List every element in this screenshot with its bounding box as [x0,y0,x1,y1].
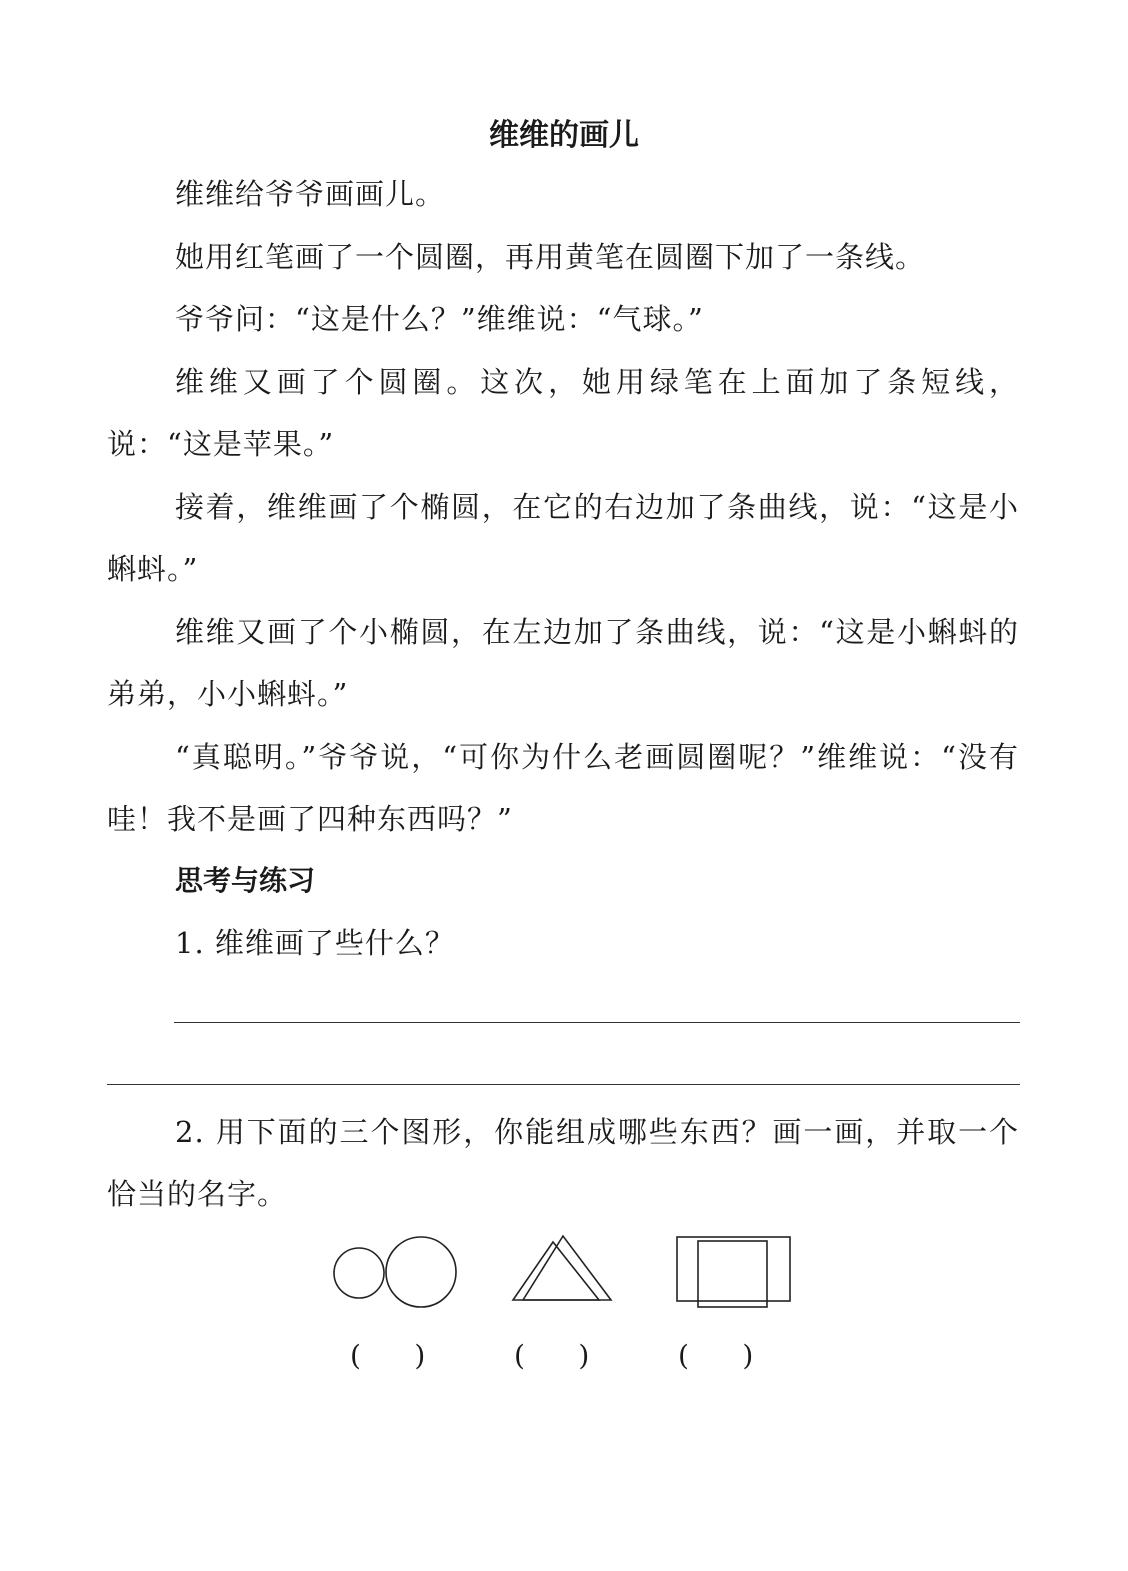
answer-line[interactable] [174,1022,1020,1023]
shape-figures [0,1228,1128,1328]
answer-blank[interactable]: ( ) [678,1339,754,1372]
page-title: 维维的画儿 [489,118,639,153]
exercise-heading: 思考与练习 [175,864,316,897]
story-paragraph: 维维又画了个小椭圆，在左边加了条曲线，说：“这是小蝌蚪的弟弟，小小蝌蚪。” [107,614,1019,711]
story-paragraph: 接着，维维画了个椭圆，在它的右边加了条曲线，说：“这是小蝌蚪。” [107,489,1019,586]
story-paragraph: 维维又画了个圆圈。这次，她用绿笔在上面加了条短线，说：“这是苹果。” [107,364,1019,461]
story-paragraph: “真聪明。”爷爷说，“可你为什么老画圆圈呢？”维维说：“没有哇！我不是画了四种东西吗？” [107,739,1019,836]
answer-blank[interactable]: ( ) [350,1339,426,1372]
story-body [107,163,1019,851]
story-paragraph: 维维给爷爷画画儿。 [175,177,446,211]
answer-line[interactable] [107,1084,1020,1085]
answer-blank[interactable]: ( ) [514,1339,590,1372]
two-triangles-icon [513,1236,611,1300]
two-rectangles-icon [677,1237,790,1307]
two-circles-icon [334,1237,456,1307]
question-2: 2. 用下面的三个图形，你能组成哪些东西？画一画，并取一个恰当的名字。 [107,1115,1019,1211]
story-paragraph: 爷爷问：“这是什么？”维维说：“气球。” [175,302,704,336]
story-paragraph: 她用红笔画了一个圆圈，再用黄笔在圆圈下加了一条线。 [175,239,926,274]
question-1: 1. 维维画了些什么？ [175,926,455,960]
